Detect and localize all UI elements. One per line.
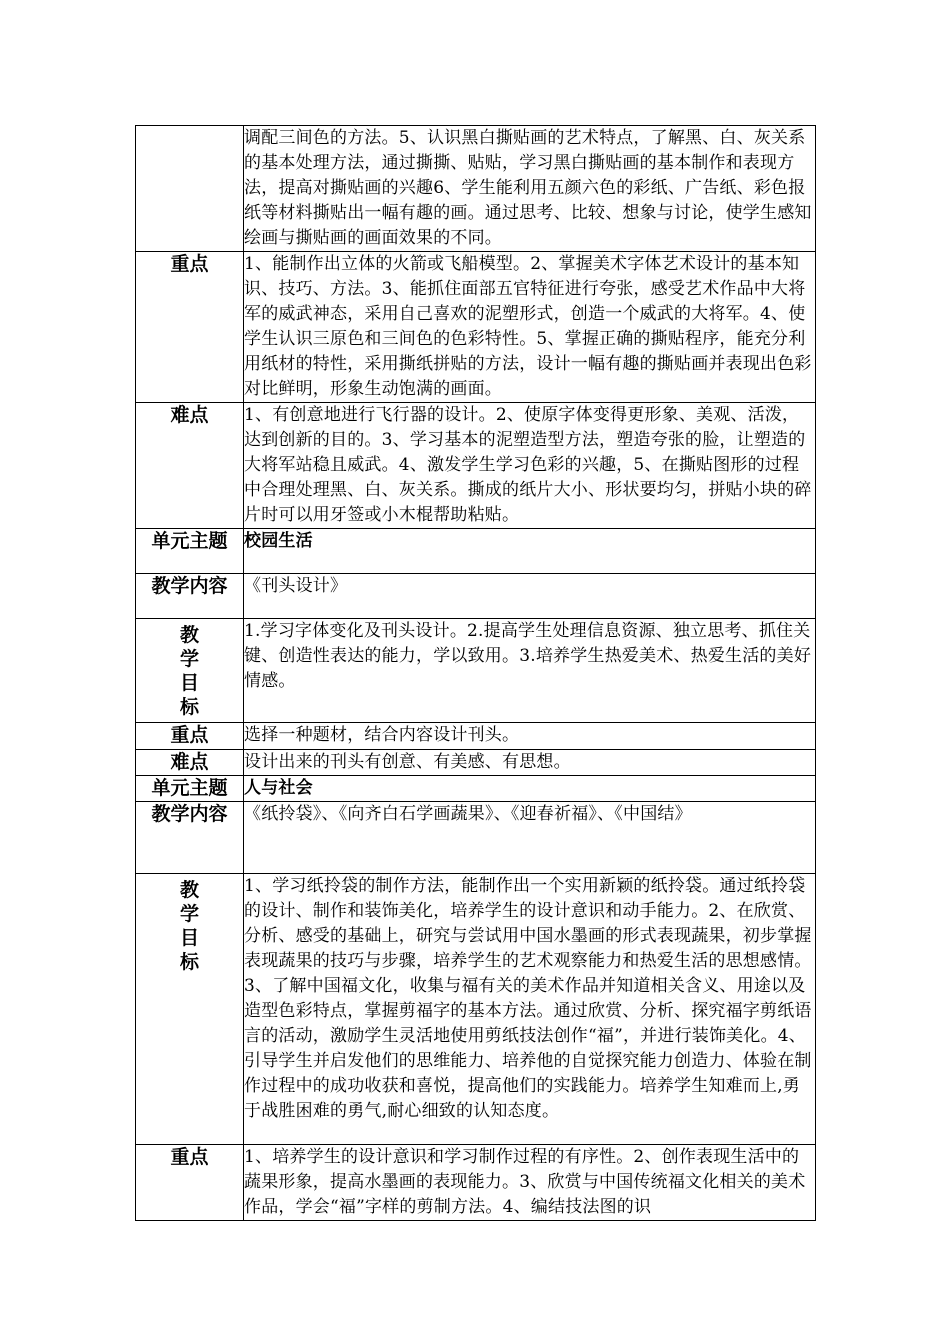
row-label-vertical — [136, 874, 244, 1145]
row-label: 教学内容 — [136, 802, 244, 874]
row-label: 难点 — [136, 403, 244, 529]
row-label: 重点 — [136, 723, 244, 750]
row-content: 1、有创意地进行飞行器的设计。2、使原字体变得更形象、美观、活泼，达到创新的目的。3、学习基本的泥塑造型方法，塑造夸张的脸，让塑造的大将军站稳且威武。4、激发学生学习色彩的兴趣，5、在撕贴图形的过程中合理处理黑、白、灰关系。撕成的纸片大小、形状要均匀，拼贴小块的碎片时可以用牙签或小木棍帮助粘贴。 — [244, 403, 816, 529]
unit-theme-value: 人与社会 — [244, 776, 816, 802]
table-row — [136, 252, 816, 403]
row-label: 单元主题 — [136, 529, 244, 574]
row-content: 1、学习纸拎袋的制作方法，能制作出一个实用新颖的纸拎袋。通过纸拎袋的设计、制作和装饰美化，培养学生的设计意识和动手能力。2、在欣赏、分析、感受的基础上，研究与尝试用中国水墨画的形式表现蔬果，初步掌握表现蔬果的技巧与步骤，培养学生的艺术观察能力和热爱生活的思想感情。3、了解中国福文化，收集与福有关的美术作品并知道相关含义、用途以及造型色彩特点，掌握剪福字的基本方法。通过欣赏、分析、探究福字剪纸语言的活动，激励学生灵活地使用剪纸技法创作“福”，并进行装饰美化。4、引导学生并启发他们的思维能力、培养他的自觉探究能力创造力、体验在制作过程中的成功收获和喜悦，提高他们的实践能力。培养学生知难而上,勇于战胜困难的勇气,耐心细致的认知态度。 — [244, 874, 816, 1145]
table-row — [136, 529, 816, 574]
row-label — [136, 126, 244, 252]
row-label: 重点 — [136, 252, 244, 403]
unit-theme-value: 校园生活 — [244, 529, 816, 574]
table-row — [136, 126, 816, 252]
table-row — [136, 802, 816, 874]
row-label: 重点 — [136, 1145, 244, 1221]
table-row — [136, 874, 816, 1145]
table-row — [136, 776, 816, 802]
table-row — [136, 619, 816, 723]
row-content: 《刊头设计》 — [244, 574, 816, 619]
table-row — [136, 723, 816, 750]
row-label-vertical — [136, 619, 244, 723]
row-content: 选择一种题材，结合内容设计刊头。 — [244, 723, 816, 750]
row-content: 1.学习字体变化及刊头设计。2.提高学生处理信息资源、独立思考、抓住关键、创造性表达的能力，学以致用。3.培养学生热爱美术、热爱生活的美好情感。 — [244, 619, 816, 723]
row-content: 1、能制作出立体的火箭或飞船模型。2、掌握美术字体艺术设计的基本知识、技巧、方法。3、能抓住面部五官特征进行夸张，感受艺术作品中大将军的威武神态，采用自己喜欢的泥塑形式，创造一个威武的大将军。4、使学生认识三原色和三间色的色彩特性。5、掌握正确的撕贴程序，能充分利用纸材的特性，采用撕纸拼贴的方法，设计一幅有趣的撕贴画并表现出色彩对比鲜明，形象生动饱满的画面。 — [244, 252, 816, 403]
row-content: 1、培养学生的设计意识和学习制作过程的有序性。2、创作表现生活中的蔬果形象，提高水墨画的表现能力。3、欣赏与中国传统福文化相关的美术作品，学会“福”字样的剪制方法。4、编结技法图的识 — [244, 1145, 816, 1221]
row-content: 调配三间色的方法。5、认识黑白撕贴画的艺术特点，了解黑、白、灰关系的基本处理方法，通过撕撕、贴贴，学习黑白撕贴画的基本制作和表现方法，提高对撕贴画的兴趣6、学生能利用五颜六色的彩纸、广告纸、彩色报纸等材料撕贴出一幅有趣的画。通过思考、比较、想象与讨论，使学生感知绘画与撕贴画的画面效果的不同。 — [244, 126, 816, 252]
vertical-label: 教学目标 — [179, 879, 199, 973]
row-label: 单元主题 — [136, 776, 244, 802]
table-row — [136, 750, 816, 776]
table-row — [136, 574, 816, 619]
row-content: 设计出来的刊头有创意、有美感、有思想。 — [244, 750, 816, 776]
row-content: 《纸拎袋》、《向齐白石学画蔬果》、《迎春祈福》、《中国结》 — [244, 802, 816, 874]
vertical-label: 教学目标 — [179, 624, 199, 718]
table-row — [136, 1145, 816, 1221]
row-label: 教学内容 — [136, 574, 244, 619]
row-label: 难点 — [136, 750, 244, 776]
table-row — [136, 403, 816, 529]
lesson-plan-table — [135, 125, 816, 1221]
